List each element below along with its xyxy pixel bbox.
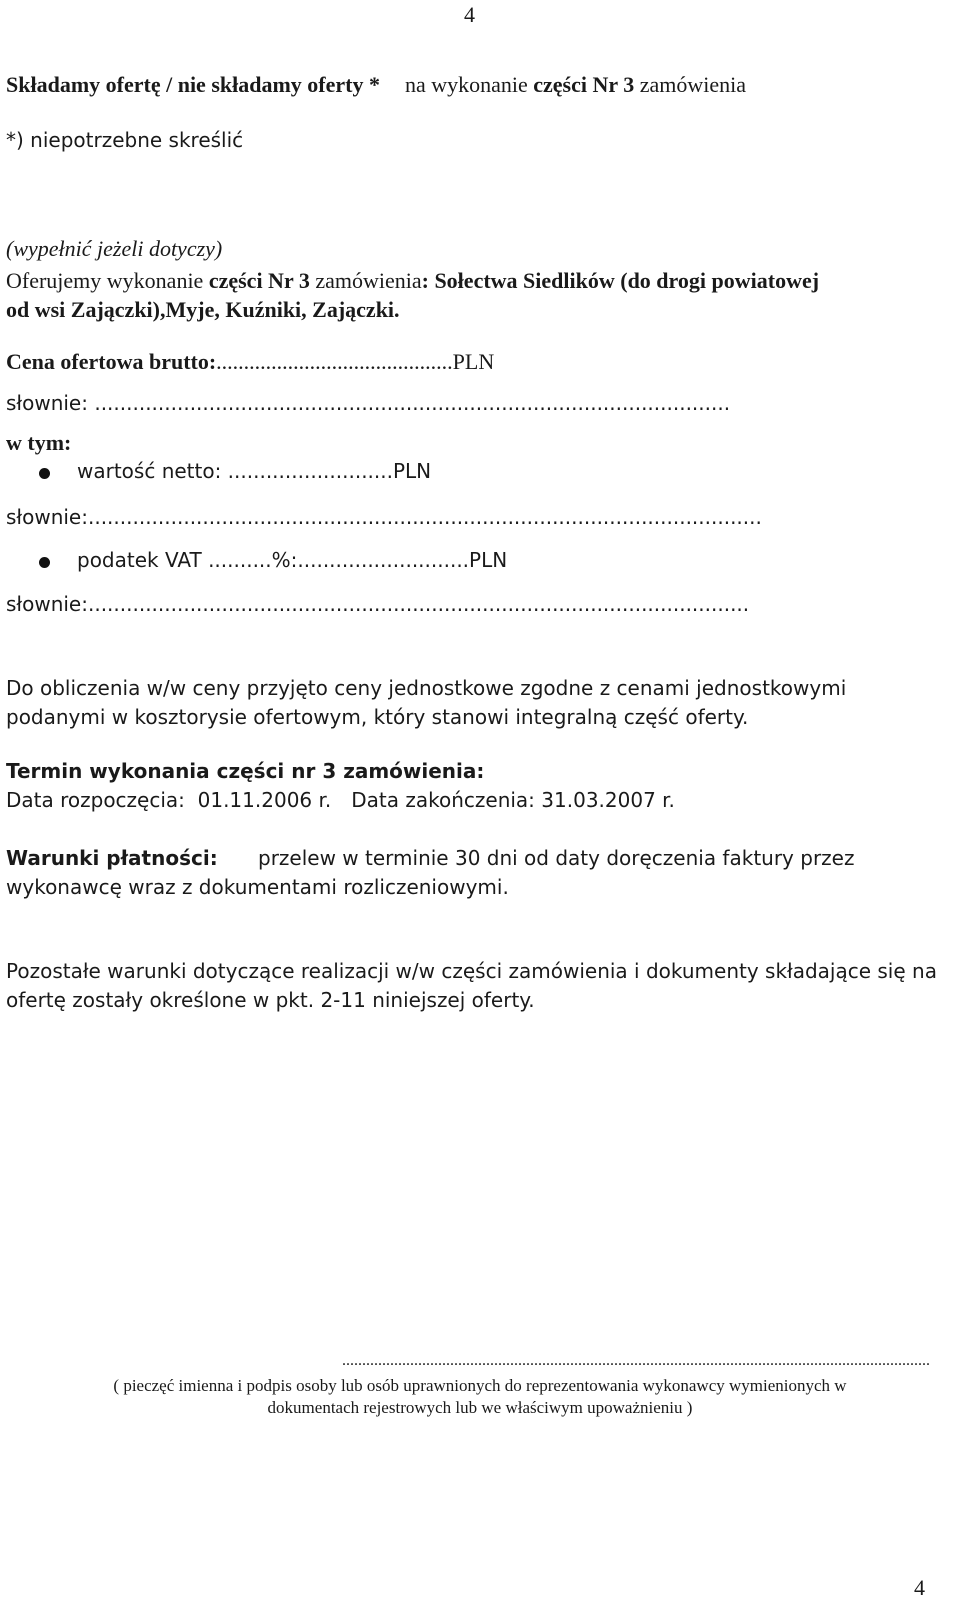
vat-line: podatek VAT ..........%:...........................PLN (77, 548, 508, 572)
other-conditions-line-1: Pozostałe warunki dotyczące realizacji w/w części zamówienia i dokumenty składające się na (6, 959, 937, 983)
offer-choice: Składamy ofertę / nie składamy oferty * (6, 72, 380, 97)
gross-in-words: słownie: .................................................................................................... (6, 391, 731, 415)
calc-note-line-2: podanymi w kosztorysie ofertowym, który stanowi integralną część oferty. (6, 705, 749, 729)
scope-location: : Sołectwa Siedlików (do drogi powiatowej (421, 268, 820, 293)
signature-caption-2: dokumentach rejestrowych lub we właściwym upoważnieniu ) (267, 1398, 693, 1417)
vat-in-words: słownie:........................................................................................................ (6, 592, 750, 616)
bullet-icon (39, 468, 50, 479)
if-applicable-note: (wypełnić jeżeli dotyczy) (6, 236, 223, 261)
payment-label: Warunki płatności: (6, 846, 218, 870)
signature-caption-1: ( pieczęć imienna i podpis osoby lub osób uprawnionych do reprezentowania wykonawcy wymienionych w (113, 1376, 847, 1395)
term-heading: Termin wykonania części nr 3 zamówienia: (6, 759, 485, 783)
end-date-label: Data zakończenia: (351, 788, 535, 812)
offer-rest-pre: na wykonanie (404, 72, 534, 97)
scope-mid: zamówienia (309, 268, 422, 293)
start-date: 01.11.2006 r. (197, 788, 332, 812)
start-date-label: Data rozpoczęcia: (6, 788, 185, 812)
page-number-top: 4 (464, 2, 475, 27)
footnote: *) niepotrzebne skreślić (6, 128, 244, 152)
scope-line-2: od wsi Zajączki),Myje, Kuźniki, Zajączki. (6, 297, 400, 322)
gross-price-label: Cena ofertowa brutto: (6, 349, 217, 374)
signature-line: ................................................................................................................................................... (342, 1352, 930, 1369)
payment-terms-line-2: wykonawcę wraz z dokumentami rozliczeniowymi. (6, 875, 509, 899)
scope-line-1 (6, 268, 819, 293)
calc-note-line-1: Do obliczenia w/w ceny przyjęto ceny jednostkowe zgodne z cenami jednostkowymi (6, 676, 847, 700)
other-conditions-line-2: ofertę zostały określone w pkt. 2-11 niniejszej oferty. (6, 988, 535, 1012)
net-value-line: wartość netto: ..........................PLN (77, 459, 432, 483)
page-number-bottom: 4 (914, 1575, 925, 1600)
scope-part: części Nr 3 (208, 268, 310, 293)
scope-pre: Oferujemy wykonanie (6, 268, 209, 293)
in-which-label: w tym: (6, 430, 72, 455)
gross-price-field: ...........................................PLN (216, 349, 495, 374)
payment-terms-line-1: przelew w terminie 30 dni od daty doręczenia faktury przez (258, 846, 855, 870)
term-dates (6, 789, 675, 812)
end-date: 31.03.2007 r. (541, 788, 675, 812)
net-in-words: słownie:.......................................................................................................... (6, 505, 762, 529)
gross-price-line (6, 349, 494, 374)
offer-line (6, 72, 746, 97)
bullet-icon (39, 557, 50, 568)
offer-rest-post: zamówienia (634, 72, 747, 97)
offer-part-number: części Nr 3 (533, 72, 635, 97)
